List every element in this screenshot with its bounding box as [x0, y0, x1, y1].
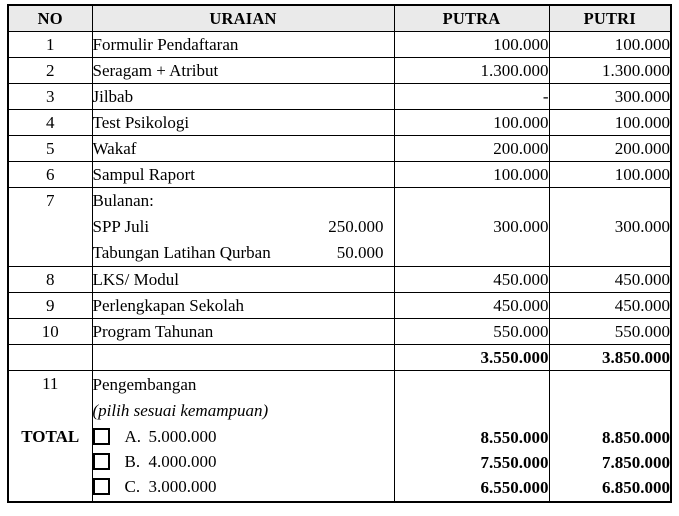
checkbox-option-b-icon[interactable]: [93, 453, 110, 470]
total-putra-a: 8.550.000: [480, 428, 549, 447]
putra-cell: 450.000: [394, 293, 549, 319]
fee-table: [7, 4, 672, 503]
total-putri-c: 6.850.000: [602, 478, 670, 497]
putra-cell: 100.000: [394, 110, 549, 136]
uraian-cell: [92, 188, 394, 267]
total-putra-c: 6.550.000: [480, 478, 549, 497]
no-cell: 9: [8, 293, 92, 319]
no-cell: 5: [8, 136, 92, 162]
putra-cell: 450.000: [394, 267, 549, 293]
total-putri-b: 7.850.000: [602, 453, 670, 472]
uraian-cell: Sampul Raport: [92, 162, 394, 188]
no-cell: 3: [8, 84, 92, 110]
column-header-putri: PUTRI: [549, 5, 671, 32]
option-c: [93, 474, 394, 499]
bulanan-item-label: Tabungan Latihan Qurban: [92, 243, 271, 262]
putri-cell: 100.000: [549, 110, 671, 136]
table-row: [8, 293, 671, 319]
column-header-uraian: URAIAN: [92, 5, 394, 32]
uraian-cell: Program Tahunan: [92, 319, 394, 345]
putra-cell: -: [394, 84, 549, 110]
table-row: [8, 58, 671, 84]
putri-cell: 1.300.000: [549, 58, 671, 84]
total-row: [8, 371, 671, 502]
putri-cell: 450.000: [549, 293, 671, 319]
row-number: 11: [42, 374, 59, 393]
putra-cell: 100.000: [394, 162, 549, 188]
option-a: [93, 424, 394, 449]
option-amount: 4.000.000: [148, 451, 217, 471]
table-row: [8, 267, 671, 293]
uraian-cell: Wakaf: [92, 136, 394, 162]
no-cell: 10: [8, 319, 92, 345]
putri-value: 300.000: [614, 217, 670, 236]
uraian-cell: Formulir Pendaftaran: [92, 32, 394, 58]
spacer: [395, 371, 549, 425]
putri-cell: 100.000: [549, 32, 671, 58]
uraian-cell: Perlengkapan Sekolah: [92, 293, 394, 319]
subtotal-putra: 3.550.000: [394, 345, 549, 371]
putra-cell: [394, 188, 549, 267]
putri-cell: 100.000: [549, 162, 671, 188]
table-row: [8, 319, 671, 345]
no-cell-empty: [8, 345, 92, 371]
bulanan-title: Bulanan:: [92, 191, 154, 210]
column-header-no: NO: [8, 5, 92, 32]
row-number: 7: [46, 191, 55, 210]
checkbox-option-c-icon[interactable]: [93, 478, 110, 495]
bulanan-item-amount: 50.000: [336, 243, 384, 262]
no-cell: 8: [8, 267, 92, 293]
uraian-cell: [92, 371, 394, 502]
total-putri-a: 8.850.000: [602, 428, 670, 447]
table-row-bulanan: [8, 188, 671, 267]
putri-cell: 200.000: [549, 136, 671, 162]
table-header-row: [8, 5, 671, 32]
spacer: [550, 371, 671, 425]
putra-cell: 100.000: [394, 32, 549, 58]
putra-cell: 550.000: [394, 319, 549, 345]
subtotal-putri: 3.850.000: [549, 345, 671, 371]
table-row: [8, 136, 671, 162]
putri-cell: 450.000: [549, 267, 671, 293]
bulanan-item-label: SPP Juli: [92, 217, 150, 236]
table-row: [8, 162, 671, 188]
pengembangan-title: Pengembangan: [92, 375, 197, 394]
no-cell: 6: [8, 162, 92, 188]
table-row: [8, 32, 671, 58]
putra-cell: 200.000: [394, 136, 549, 162]
column-header-putra: PUTRA: [394, 5, 549, 32]
option-b: [93, 449, 394, 474]
uraian-cell: Test Psikologi: [92, 110, 394, 136]
checkbox-option-a-icon[interactable]: [93, 428, 110, 445]
bulanan-item: [93, 240, 394, 266]
uraian-cell: LKS/ Modul: [92, 267, 394, 293]
no-cell: [8, 371, 92, 502]
no-cell: 1: [8, 32, 92, 58]
putri-cell: 300.000: [549, 84, 671, 110]
total-putra-b: 7.550.000: [480, 453, 549, 472]
bulanan-item-amount: 250.000: [328, 217, 384, 236]
option-letter: A.: [124, 426, 142, 446]
putra-cell: [394, 371, 549, 502]
table-row: [8, 84, 671, 110]
uraian-cell: Seragam + Atribut: [92, 58, 394, 84]
option-letter: C.: [124, 476, 141, 496]
table-row: [8, 110, 671, 136]
putra-value: 300.000: [493, 217, 549, 236]
no-cell: 2: [8, 58, 92, 84]
uraian-cell-empty: [92, 345, 394, 371]
option-letter: B.: [124, 451, 141, 471]
putri-cell: [549, 371, 671, 502]
option-amount: 5.000.000: [148, 426, 217, 446]
no-cell: 4: [8, 110, 92, 136]
no-cell: [8, 188, 92, 267]
option-amount: 3.000.000: [148, 476, 217, 496]
putra-cell: 1.300.000: [394, 58, 549, 84]
total-label: TOTAL: [21, 427, 80, 446]
pengembangan-subtitle: (pilih sesuai kemampuan): [92, 401, 269, 420]
subtotal-row: [8, 345, 671, 371]
uraian-cell: Jilbab: [92, 84, 394, 110]
putri-cell: 550.000: [549, 319, 671, 345]
bulanan-item: [93, 214, 394, 240]
putri-cell: [549, 188, 671, 267]
